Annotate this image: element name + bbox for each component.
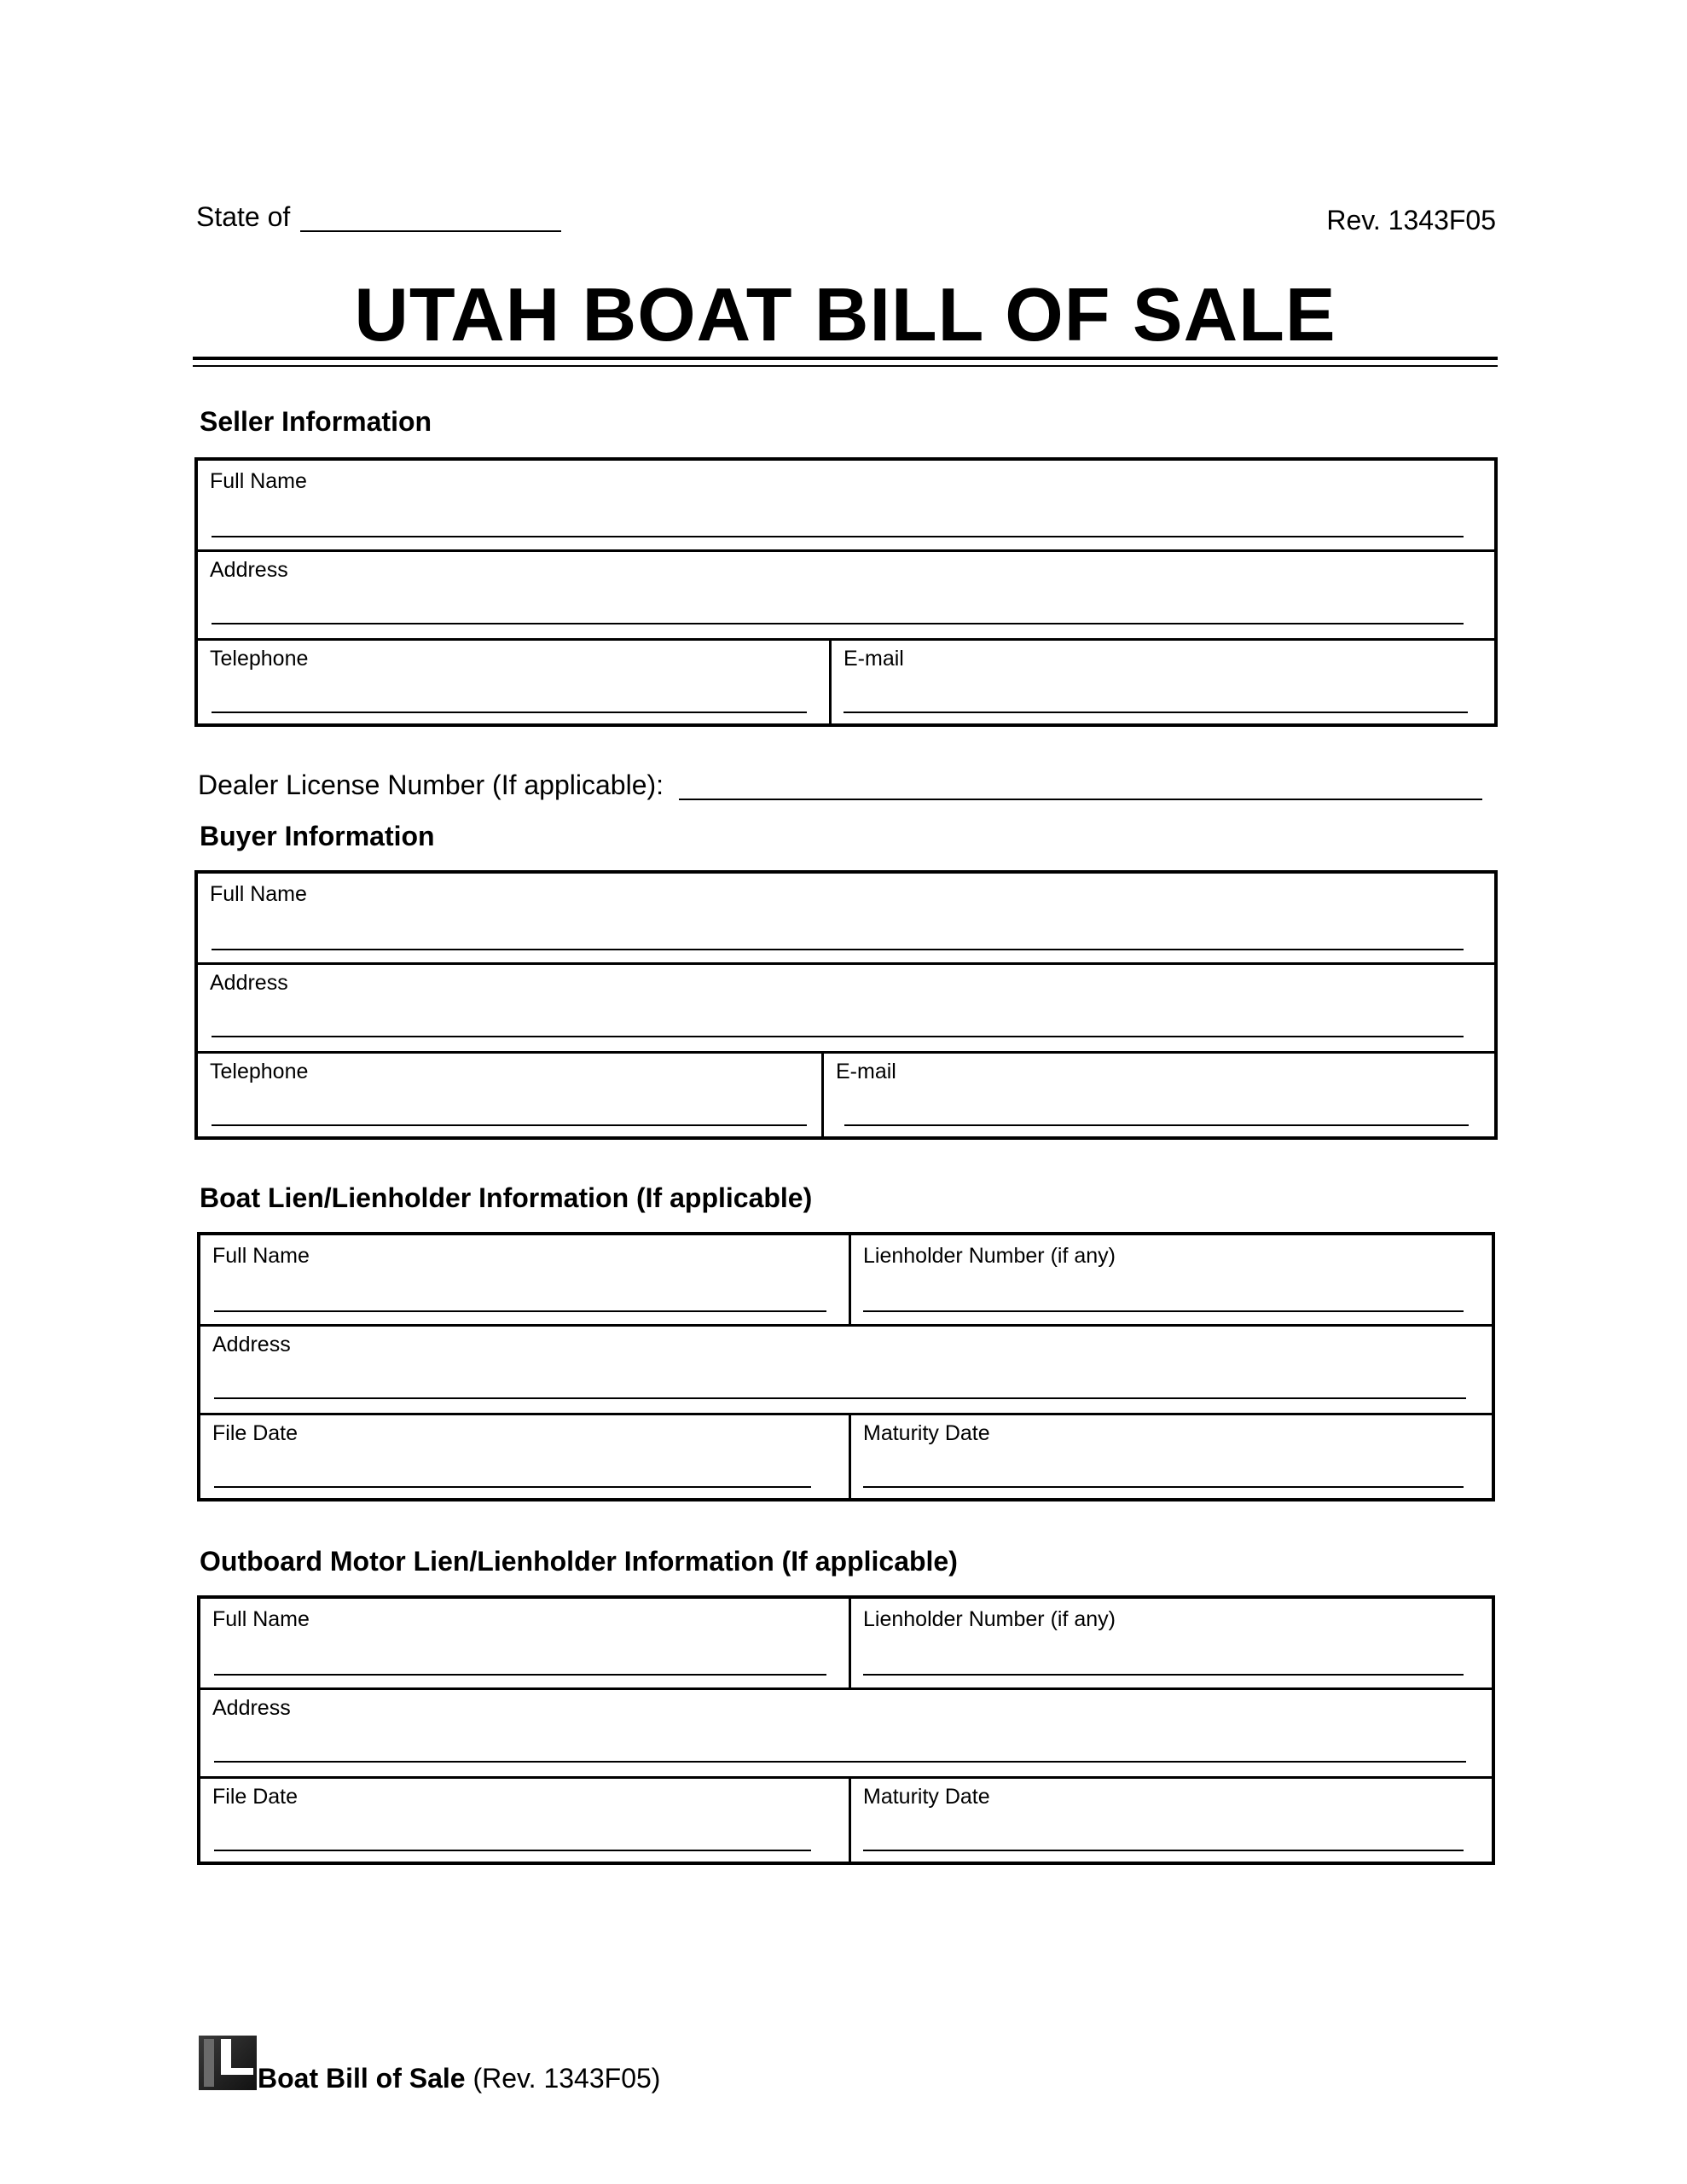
motor-lien-info-box [197,1595,1495,1865]
boat-lien-address-cell[interactable] [200,1324,1492,1413]
boat-lien-number-label: Lienholder Number (if any) [863,1244,1116,1268]
motor-lien-full-name-label: Full Name [212,1607,310,1631]
buyer-full-name-line[interactable] [212,949,1464,950]
seller-full-name-cell[interactable] [198,461,1494,549]
document-title: UTAH BOAT BILL OF SALE [354,272,1336,357]
buyer-full-name-label: Full Name [210,882,307,906]
revision-number: Rev. 1343F05 [1326,205,1496,235]
boat-lien-number-line[interactable] [863,1310,1464,1312]
boat-lien-maturity-date-cell[interactable] [851,1413,1492,1502]
motor-lien-maturity-date-cell[interactable] [851,1776,1492,1865]
footer-doc-name: Boat Bill of Sale [258,2063,466,2094]
buyer-info-box [194,870,1498,1140]
boat-lien-full-name-line[interactable] [214,1310,826,1312]
buyer-email-cell[interactable] [824,1051,1494,1140]
footer-caption [258,2063,660,2094]
dealer-license-input-line[interactable] [679,799,1482,800]
motor-lien-number-cell[interactable] [851,1599,1492,1687]
state-label: State of [196,201,291,232]
motor-lien-file-date-line[interactable] [214,1850,811,1851]
boat-lien-maturity-date-label: Maturity Date [863,1421,990,1445]
boat-lien-full-name-label: Full Name [212,1244,310,1268]
seller-full-name-label: Full Name [210,469,307,493]
boat-lien-address-line[interactable] [214,1397,1466,1399]
buyer-full-name-cell[interactable] [198,874,1494,962]
boat-lien-address-label: Address [212,1333,291,1356]
title-rule-thick [193,357,1498,360]
motor-lien-maturity-date-line[interactable] [863,1850,1464,1851]
seller-address-line[interactable] [212,623,1464,624]
seller-email-cell[interactable] [832,638,1494,727]
buyer-telephone-line[interactable] [212,1124,807,1126]
boat-lien-info-box [197,1232,1495,1502]
motor-lien-number-line[interactable] [863,1674,1464,1676]
buyer-address-cell[interactable] [198,962,1494,1051]
motor-lien-address-cell[interactable] [200,1687,1492,1776]
footer-revision: (Rev. 1343F05) [472,2063,661,2094]
seller-address-label: Address [210,558,288,582]
motor-lien-address-line[interactable] [214,1761,1466,1763]
motor-lien-file-date-cell[interactable] [200,1776,849,1865]
buyer-email-line[interactable] [844,1124,1469,1126]
seller-email-line[interactable] [844,712,1468,713]
boat-lien-full-name-cell[interactable] [200,1235,849,1324]
buyer-address-label: Address [210,971,288,995]
boat-lien-maturity-date-line[interactable] [863,1486,1464,1488]
legal-brand-logo-icon [199,2036,257,2090]
motor-lien-file-date-label: File Date [212,1785,299,1809]
buyer-address-line[interactable] [212,1036,1464,1037]
boat-lien-file-date-label: File Date [212,1421,299,1445]
seller-email-label: E-mail [844,647,904,671]
seller-telephone-line[interactable] [212,712,807,713]
motor-lien-full-name-line[interactable] [214,1674,826,1676]
seller-telephone-cell[interactable] [198,638,829,727]
motor-lien-address-label: Address [212,1696,291,1720]
motor-lien-maturity-date-label: Maturity Date [863,1785,990,1809]
boat-lien-file-date-line[interactable] [214,1486,811,1488]
state-input-line[interactable] [300,230,561,232]
seller-address-cell[interactable] [198,549,1494,638]
motor-lien-full-name-cell[interactable] [200,1599,849,1687]
seller-full-name-line[interactable] [212,536,1464,537]
motor-lien-section-heading: Outboard Motor Lien/Lienholder Information (If applicable) [200,1546,958,1577]
buyer-section-heading: Buyer Information [200,821,435,851]
buyer-telephone-cell[interactable] [198,1051,821,1140]
buyer-telephone-label: Telephone [210,1060,309,1083]
motor-lien-number-label: Lienholder Number (if any) [863,1607,1116,1631]
seller-info-box [194,457,1498,727]
boat-lien-number-cell[interactable] [851,1235,1492,1324]
seller-section-heading: Seller Information [200,406,432,437]
seller-telephone-label: Telephone [210,647,309,671]
buyer-email-label: E-mail [836,1060,896,1083]
boat-lien-section-heading: Boat Lien/Lienholder Information (If applicable) [200,1182,813,1213]
boat-lien-file-date-cell[interactable] [200,1413,849,1502]
title-rule-thin [193,365,1498,367]
dealer-license-label: Dealer License Number (If applicable): [198,770,664,800]
